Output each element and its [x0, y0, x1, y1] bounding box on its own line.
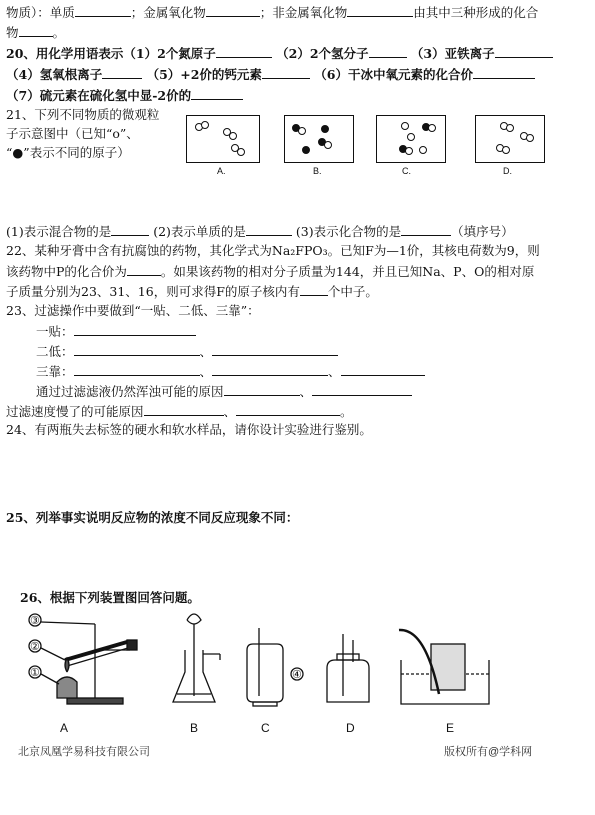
apparatus-e: [399, 630, 489, 704]
q21-text-2: 子示意图中（已知“o”、: [6, 126, 139, 141]
label-c: C.: [402, 166, 411, 176]
blank-sankao-3[interactable]: [341, 363, 425, 376]
apparatus-d: [291, 634, 369, 702]
apparatus-figure: [15, 610, 575, 740]
blank-turbid-1[interactable]: [224, 383, 300, 396]
q23-san: 三靠： 、 、: [36, 363, 425, 380]
blank-q20-2[interactable]: [369, 45, 407, 58]
q22-line-3: 子质量分别为23、31、16，则可求得F的原子核内有 个中子。: [6, 284, 378, 299]
blank-erdi-1[interactable]: [74, 343, 200, 356]
q23-slow: 过滤速度慢了的可能原因 、 。: [6, 404, 353, 419]
app-label-d: D: [346, 721, 355, 735]
atom-hollow: [229, 132, 237, 140]
atom-hollow: [428, 124, 436, 132]
atom-hollow: [324, 141, 332, 149]
q21-text-1: 21、下列不同物质的微观粒: [6, 107, 160, 122]
atom-hollow: [407, 133, 415, 141]
atom-hollow: [506, 124, 514, 132]
blank-q20-5[interactable]: [262, 66, 310, 79]
atom-hollow: [526, 134, 534, 142]
mark-3: ③: [30, 615, 40, 627]
atom-hollow: [502, 146, 510, 154]
particle-box-b: [284, 115, 354, 163]
q25-text: 25、列举事实说明反应物的浓度不同反应现象不同：: [6, 510, 299, 525]
blank-sankao-1[interactable]: [74, 363, 200, 376]
atom-filled: [302, 146, 310, 154]
q19-line-2: 物 。: [6, 25, 66, 40]
apparatus-b: [173, 614, 220, 702]
blank-p-valence[interactable]: [127, 263, 161, 276]
atom-hollow: [237, 148, 245, 156]
q23-title: 23、过滤操作中要做到“一贴、二低、三靠”：: [6, 303, 260, 318]
q22-line-1: 22、某种牙膏中含有抗腐蚀的药物，其化学式为Na₂FPO₃。已知F为—1价，其核电荷数为9，则: [6, 243, 540, 258]
blank-mixture[interactable]: [111, 223, 149, 236]
q21-text-3: “●”表示不同的原子）: [6, 145, 130, 160]
particle-box-d: [475, 115, 545, 163]
footer-company: 北京凤凰学易科技有限公司: [18, 746, 150, 758]
atom-hollow: [401, 122, 409, 130]
apparatus-a: [29, 614, 137, 704]
blank-q20-3[interactable]: [495, 45, 553, 58]
blank-compound-substance[interactable]: [401, 223, 451, 236]
blank-sankao-2[interactable]: [212, 363, 328, 376]
q22-line-2: 该药物中P的化合价为 。如果该药物的相对分子质量为144，并且已知Na、P、O的相对原: [6, 264, 535, 279]
blank-slow-1[interactable]: [144, 403, 224, 416]
label-a: A.: [217, 166, 226, 176]
blank-yitie[interactable]: [74, 323, 196, 336]
blank-compound[interactable]: [19, 24, 53, 37]
atom-hollow: [419, 146, 427, 154]
q23-turbid: 通过过滤滤液仍然浑浊可能的原因 、: [36, 383, 412, 400]
blank-erdi-2[interactable]: [212, 343, 338, 356]
mark-2: ②: [30, 641, 40, 653]
mark-4: ④: [292, 669, 302, 681]
atom-hollow: [405, 147, 413, 155]
q19-line-1: 物质）：单质 ；金属氧化物 ；非金属氧化物 由其中三种形成的化合: [6, 5, 539, 20]
atom-hollow: [298, 127, 306, 135]
blank-metal-oxide[interactable]: [206, 4, 260, 17]
q21-answers: (1)表示混合物的是 (2)表示单质的是 (3)表示化合物的是 （填序号）: [6, 224, 514, 239]
app-label-b: B: [190, 721, 199, 735]
mark-1: ①: [30, 667, 40, 679]
q20-line-1: 20、用化学用语表示（1）2个氮原子 （2）2个氢分子 （3）亚铁离子: [6, 45, 553, 62]
blank-nonmetal-oxide[interactable]: [347, 4, 413, 17]
blank-turbid-2[interactable]: [312, 383, 412, 396]
particle-box-a: [186, 115, 260, 163]
apparatus-c: [247, 628, 283, 706]
blank-q20-4[interactable]: [102, 66, 142, 79]
label-b: B.: [313, 166, 322, 176]
q23-er: 二低： 、: [36, 343, 338, 360]
footer-copyright: 版权所有@学科网: [444, 746, 533, 758]
atom-filled: [321, 125, 329, 133]
q23-yi: 一贴：: [36, 323, 196, 340]
blank-neutrons[interactable]: [300, 283, 328, 296]
label-d: D.: [503, 166, 512, 176]
q20-line-2: （4）氢氧根离子 （5）+2价的钙元素 （6）干冰中氧元素的化合价: [6, 66, 535, 83]
q24-text: 24、有两瓶失去标签的硬水和软水样品，请你设计实验进行鉴别。: [6, 422, 372, 437]
blank-slow-2[interactable]: [236, 403, 340, 416]
q20-line-3: （7）硫元素在硫化氢中显-2价的: [6, 87, 243, 104]
particle-box-c: [376, 115, 446, 163]
blank-element[interactable]: [75, 4, 131, 17]
blank-element-substance[interactable]: [246, 223, 292, 236]
app-label-c: C: [261, 721, 270, 735]
atom-hollow: [201, 121, 209, 129]
app-label-e: E: [446, 721, 455, 735]
blank-q20-7[interactable]: [191, 87, 243, 100]
app-label-a: A: [60, 721, 69, 735]
blank-q20-6[interactable]: [473, 66, 535, 79]
blank-q20-1[interactable]: [216, 45, 272, 58]
q26-text: 26、根据下列装置图回答问题。: [20, 590, 200, 605]
